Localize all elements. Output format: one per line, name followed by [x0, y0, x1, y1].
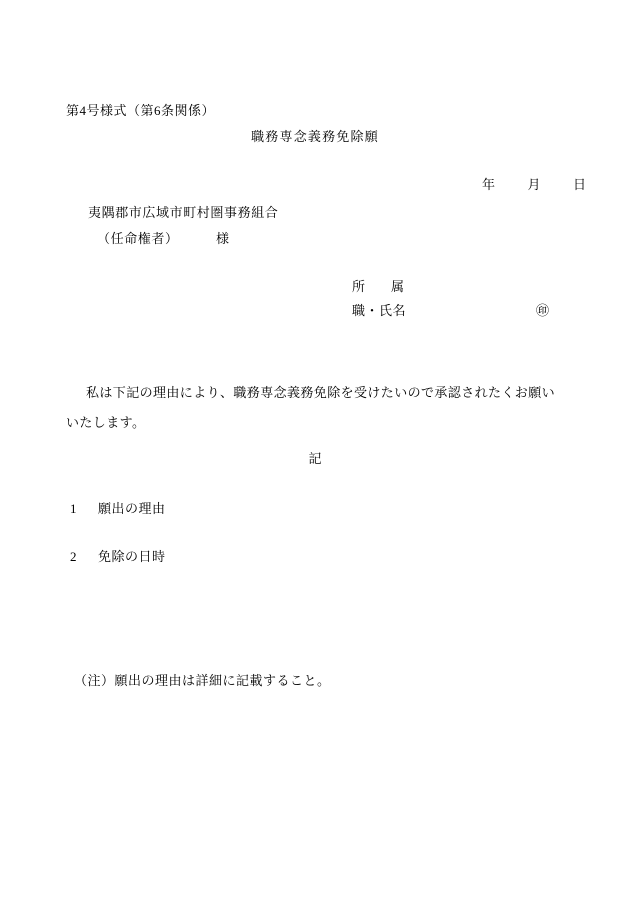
item-datetime	[70, 546, 166, 565]
date-year-label: 年	[481, 177, 495, 192]
document-title: 職務専念義務免除願	[251, 129, 379, 144]
date-month-label: 月	[527, 177, 541, 192]
item-datetime-number: 2	[70, 549, 77, 564]
addressee-honorific: 様	[216, 231, 230, 246]
name-label: 職・氏名	[352, 303, 407, 318]
item-reason	[70, 498, 166, 517]
item-reason-label: 願出の理由	[98, 501, 166, 516]
item-datetime-label: 免除の日時	[98, 549, 166, 564]
seal-icon: ㊞	[536, 303, 550, 318]
ki-heading: 記	[308, 451, 322, 466]
body-paragraph: 私は下記の理由により、職務専念義務免除を受けたいので承認されたくお願いいたします。	[66, 385, 556, 430]
addressee-role: （任命権者）	[97, 231, 179, 246]
footnote: （注）願出の理由は詳細に記載すること。	[74, 673, 331, 688]
date-line	[0, 174, 586, 193]
affiliation-label: 所 属	[352, 279, 405, 294]
date-day-label: 日	[572, 177, 586, 192]
item-reason-number: 1	[70, 501, 77, 516]
form-number: 第4号様式（第6条関係）	[66, 103, 216, 118]
addressee-organization: 夷隅郡市広域市町村圏事務組合	[88, 205, 279, 220]
